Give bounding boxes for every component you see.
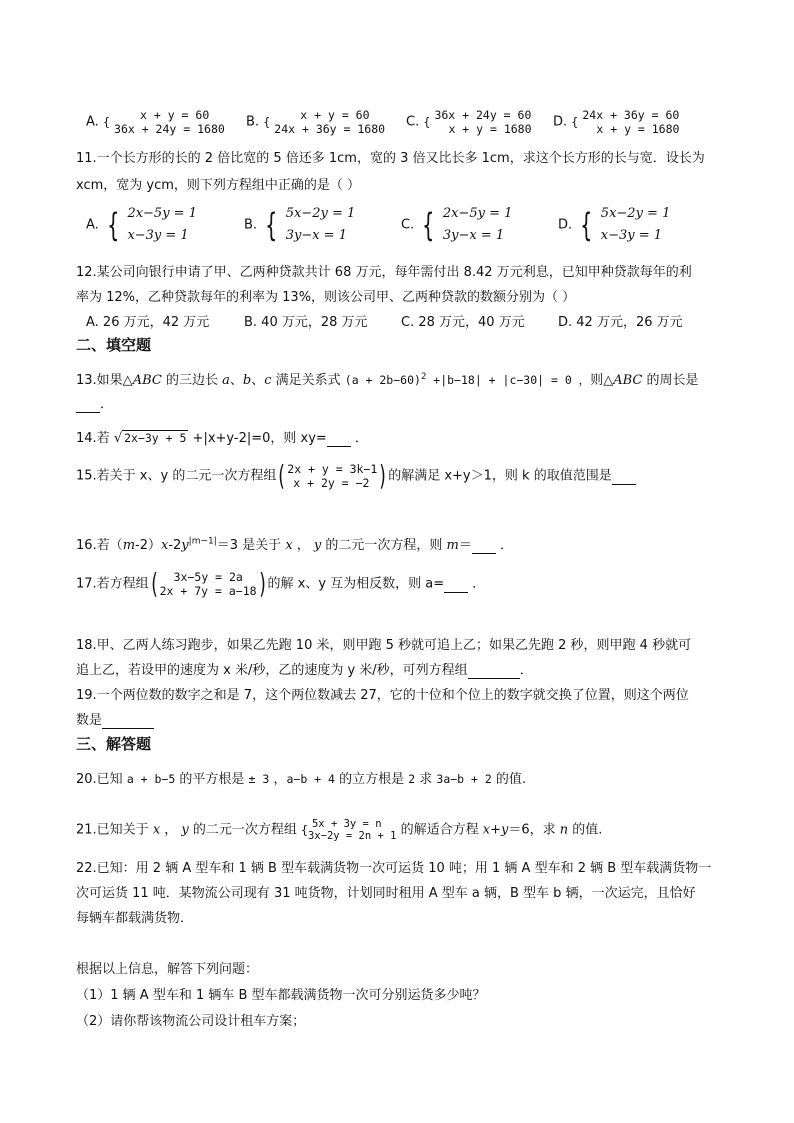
text: ． (100, 397, 114, 412)
var: y (181, 538, 189, 553)
equation: x + 2y = −2 (293, 476, 370, 490)
text: -2） (135, 538, 161, 553)
text: 的解 x、y 互为相反数，则 a= (267, 576, 445, 592)
text: 17.若方程组 (76, 576, 149, 592)
text: 追上乙，若设甲的速度为 x 米/秒，乙的速度为 y 米/秒，可列方程组 (76, 663, 468, 678)
text: 的值. (568, 822, 603, 838)
brace: { (263, 115, 271, 129)
brace: ) (258, 567, 266, 600)
var: m (446, 538, 459, 553)
q12-line1: 12.某公司向银行申请了甲、乙两种贷款共计 68 万元，每年需付出 8.42 万元利息，已知甲种贷款每年的利 (76, 265, 692, 280)
text: 的解适合方程 (396, 822, 483, 838)
option-label: B. (244, 217, 258, 233)
q12-line2: 率为 12%，乙种贷款每年的利率为 13%，则该公司甲、乙两种贷款的数额分别为（ ） (76, 290, 576, 305)
var: x (160, 538, 169, 553)
var: y (313, 538, 322, 553)
q10-option-d (553, 108, 679, 136)
var: x (152, 822, 161, 838)
q22-line3: 每辆车都载满货物． (76, 911, 194, 926)
exponent: 2 (420, 372, 427, 383)
equation: 5x + 3y = n (311, 818, 382, 830)
text: 的二元一次方程组 (188, 822, 302, 838)
text: ＝ (458, 538, 472, 553)
equation-system (127, 203, 197, 247)
value: 2 (408, 772, 416, 786)
equation: x + y = 1680 (596, 122, 680, 136)
q18-line1: 18.甲、乙两人练习跑步，如果乙先跑 10 米，则甲跑 5 秒就可追上乙；如果乙先跑 2 秒，则甲跑 4 秒就可 (76, 638, 692, 653)
text: ， (160, 822, 182, 838)
equation-system (308, 818, 397, 842)
text: 则△ (590, 373, 614, 388)
section-title-solve: 三、解答题 (76, 735, 152, 753)
q22-line6: （2）请你帮该物流公司设计租车方案； (76, 1014, 306, 1029)
text: 20.已知 (76, 772, 127, 787)
equation-system (434, 108, 531, 136)
text: 求 (415, 772, 437, 787)
text: ， (292, 538, 314, 553)
equation: x−3y = 1 (127, 228, 189, 243)
text: 15.若关于 x、y 的二元一次方程组 (76, 468, 277, 484)
expr: +|b−18| + |c−30| = 0 ， (426, 373, 591, 387)
brace: { (102, 115, 110, 129)
equation-system (582, 108, 679, 136)
answer-blank[interactable] (102, 713, 154, 729)
var: b (242, 373, 252, 388)
equation: 5x−2y = 1 (600, 206, 671, 221)
var: c (264, 373, 272, 388)
brace: ( (278, 459, 286, 492)
option-label: A. (86, 114, 99, 130)
var: ABC (613, 373, 643, 388)
var: ABC (132, 373, 162, 388)
text: 21.已知关于 (76, 822, 153, 838)
text: ＝6，求 (508, 822, 560, 838)
equation: x + y = 60 (140, 108, 210, 122)
text: ， (269, 772, 287, 787)
option-label: D. (558, 217, 573, 233)
option-label: B. (246, 114, 260, 130)
option-label: A. (86, 217, 99, 233)
text: ． (468, 576, 486, 592)
text: -2 (168, 538, 182, 553)
text: 的平方根是 (175, 772, 249, 787)
q14 (76, 427, 368, 447)
brace: { (580, 206, 593, 244)
expression (345, 373, 590, 387)
text: 的解满足 x+y＞1，则 k 的取值范围是 (388, 468, 612, 484)
section-title-fill-blank: 二、填空题 (76, 336, 152, 354)
q17 (76, 569, 485, 599)
option-label: C. (406, 114, 420, 130)
text: +|x+y-2|=0，则 xy= (188, 431, 327, 446)
brace: { (423, 115, 431, 129)
text: 满足关系式 (271, 373, 345, 388)
var: m (122, 538, 136, 553)
equation: 2x + 7y = a−18 (159, 584, 257, 598)
q22-line4: 根据以上信息，解答下列问题： (76, 962, 259, 977)
brace: { (422, 206, 435, 244)
equation: 24x + 36y = 1680 (274, 122, 386, 136)
equation: 2x + y = 3k−1 (287, 462, 378, 476)
text: + (490, 822, 502, 838)
var: y (501, 822, 509, 838)
q19-line1: 19.一个两位数的数字之和是 7，这个两位数减去 27，它的十位和个位上的数字就交换了位置，则这个两位 (76, 688, 689, 703)
q10-option-c (406, 108, 532, 136)
text: 的值. (491, 772, 527, 787)
equation: 3y−x = 1 (442, 228, 505, 243)
brace: ( (150, 567, 158, 600)
q11-option-c (401, 203, 512, 247)
equation: 5x−2y = 1 (285, 206, 356, 221)
q22-line1: 22.已知：用 2 辆 A 型车和 1 辆 B 型车载满货物一次可运货 10 吨；用 1 辆 A 型车和 2 辆 B 型车载满货物一 (76, 861, 712, 876)
q22-line5: （1）1 辆 A 型车和 1 辆车 B 型车都载满货物一次可分别运货多少吨？ (76, 988, 486, 1003)
expression: a + b−5 (126, 772, 176, 786)
text: 、 (251, 373, 265, 388)
var: n (559, 822, 569, 838)
brace: { (301, 823, 308, 837)
equation-system (274, 108, 385, 136)
equation: 3x−5y = 2a (173, 570, 243, 584)
equation-system (287, 462, 377, 490)
q13-line2 (76, 393, 113, 413)
value: ± 3 (248, 772, 270, 786)
equation-system (601, 203, 671, 247)
q22-line2: 次可运货 11 吨．某物流公司现有 31 吨货物，计划同时租用 A 型车 a 辆，B 型车 b 辆，一次运完，且恰好 (76, 886, 696, 901)
equation-system (160, 570, 257, 598)
text: 的二元一次方程，则 (321, 538, 447, 553)
q12-option-b: B. 40 万元，28 万元 (244, 315, 368, 330)
q11-option-d (558, 203, 670, 247)
answer-blank[interactable] (444, 577, 468, 593)
equation: x + y = 1680 (448, 122, 532, 136)
text: 、 (229, 373, 243, 388)
q12-option-c: C. 28 万元，40 万元 (401, 315, 525, 330)
q11-option-b (244, 203, 355, 247)
answer-blank[interactable] (76, 397, 100, 413)
text: ． (350, 431, 368, 446)
text: 的三边长 (161, 373, 223, 388)
radicand: 2x−3y + 5 (124, 431, 187, 445)
equation: 2x−5y = 1 (442, 206, 513, 221)
equation: 24x + 36y = 60 (582, 108, 680, 122)
option-label: C. (401, 217, 415, 233)
q21 (76, 818, 602, 842)
brace: { (265, 206, 278, 244)
answer-blank[interactable] (472, 538, 496, 554)
var: x (285, 538, 293, 553)
answer-blank[interactable] (468, 663, 520, 679)
brace: { (107, 206, 120, 244)
text: 14.若 (76, 431, 114, 446)
equation-system (443, 203, 513, 247)
equation: x−3y = 1 (600, 228, 663, 243)
text: ． (495, 538, 514, 553)
q16 (76, 534, 513, 554)
expression: a−b + 4 (286, 772, 335, 786)
equation: 3y−x = 1 (285, 228, 347, 243)
text: ＝3 是关于 (216, 538, 286, 553)
q12-option-a: A. 26 万元，42 万元 (86, 315, 210, 330)
text: 16.若（ (76, 538, 123, 553)
expression: 3a−b + 2 (436, 772, 492, 786)
q13-line1 (76, 369, 698, 388)
q11-line1: 11.一个长方形的长的 2 倍比宽的 5 倍还多 1cm，宽的 3 倍又比长多 1cm，求这个长方形的长与宽．设长为 (76, 151, 705, 166)
text: 13.如果△ (76, 373, 133, 388)
equation-system (114, 108, 225, 136)
q11-line2: xcm，宽为 ycm，则下列方程组中正确的是（ ） (76, 178, 361, 193)
text: ． (519, 663, 533, 678)
sqrt-icon: √ (113, 431, 123, 446)
equation: x + y = 60 (300, 108, 370, 122)
q11-option-a (86, 203, 197, 247)
q10-option-a (86, 108, 225, 136)
exponent: |m−1| (188, 536, 217, 547)
q12-option-d: D. 42 万元，26 万元 (558, 315, 683, 330)
var: y (181, 822, 189, 838)
equation-system (286, 203, 356, 247)
q18-line2 (76, 659, 533, 679)
answer-blank[interactable] (327, 431, 351, 447)
equation: 2x−5y = 1 (127, 206, 197, 221)
var: x (482, 822, 491, 838)
q19-line2 (76, 709, 154, 729)
equation: 36x + 24y = 60 (434, 108, 532, 122)
expr: (a + 2b−60) (344, 373, 421, 387)
q20 (76, 768, 526, 787)
option-label: D. (553, 114, 568, 130)
text: 数是 (76, 713, 103, 728)
brace: ) (379, 459, 387, 492)
text: 的立方根是 (334, 772, 409, 787)
brace: { (571, 115, 579, 129)
equation: 36x + 24y = 1680 (114, 122, 225, 136)
var: a (222, 373, 230, 388)
q10-option-b (246, 108, 385, 136)
q15 (76, 461, 636, 491)
text: 的周长是 (642, 373, 699, 388)
equation: 3x−2y = 2n + 1 (307, 830, 397, 842)
answer-blank[interactable] (612, 469, 636, 485)
